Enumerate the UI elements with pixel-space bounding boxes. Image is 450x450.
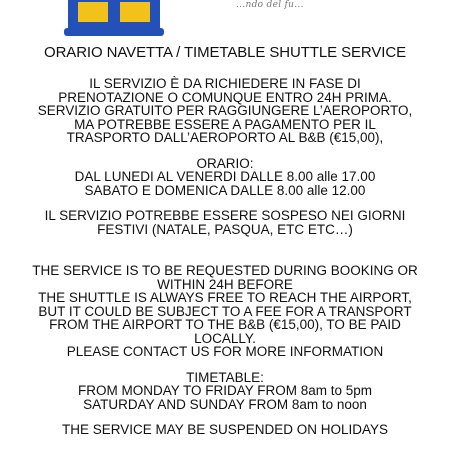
- text-line: SATURDAY AND SUNDAY FROM 8am to noon: [83, 396, 367, 412]
- text-line: THE SHUTTLE IS ALWAYS FREE TO REACH THE AIRPORT,: [38, 290, 412, 305]
- text-line: SERVIZIO GRATUITO PER RAGGIUNGERE L’AEROPORTO,: [37, 103, 413, 118]
- italian-suspension-note: [0, 209, 450, 236]
- header: [0, 0, 450, 46]
- shuttle-van-icon: [64, 0, 164, 42]
- text-line: THE SERVICE IS TO BE REQUESTED DURING BOOKING OR: [32, 263, 418, 278]
- text-line: WITHIN 24H BEFORE: [157, 276, 293, 292]
- timetable-content: [0, 44, 450, 437]
- text-line: BUT IT COULD BE SUBJECT TO A FEE FOR A TRANSPORT: [38, 303, 412, 319]
- italian-hours: [0, 157, 450, 198]
- text-line: IL SERVIZIO POTREBBE ESSERE SOSPESO NEI GIORNI: [44, 208, 406, 223]
- text-line: FROM MONDAY TO FRIDAY FROM 8am to 5pm: [77, 383, 373, 398]
- text-line: TIMETABLE:: [186, 369, 264, 385]
- text-line: ORARIO:: [196, 155, 254, 171]
- english-service-info: [0, 264, 450, 359]
- text-line: PLEASE CONTACT US FOR MORE INFORMATION: [66, 344, 384, 359]
- text-line: LOCALLY.: [194, 330, 256, 346]
- logo-script-text: ...ndo del fu...: [236, 0, 304, 10]
- text-line: DAL LUNEDI AL VENERDI DALLE 8.00 alle 17.00: [74, 169, 376, 184]
- italian-service-info: [0, 77, 450, 145]
- text-line: SABATO E DOMENICA DALLE 8.00 alle 12.00: [84, 182, 366, 198]
- text-line: IL SERVIZIO È DA RICHIEDERE IN FASE DI: [89, 76, 361, 91]
- text-line: PRENOTAZIONE O COMUNQUE ENTRO 24H PRIMA.: [58, 89, 392, 105]
- text-line: FROM THE AIRPORT TO THE B&B (€15,00), TO BE PAID: [49, 317, 401, 332]
- english-hours: [0, 371, 450, 412]
- page-title: ORARIO NAVETTA / TIMETABLE SHUTTLE SERVICE: [44, 44, 406, 61]
- text-line: MA POTREBBE ESSERE A PAGAMENTO PER IL: [74, 116, 376, 132]
- text-line: THE SERVICE MAY BE SUSPENDED ON HOLIDAYS: [61, 422, 389, 437]
- text-line: TRASPORTO DALL’AEROPORTO AL B&B (€15,00),: [66, 130, 384, 145]
- text-line: FESTIVI (NATALE, PASQUA, ETC ETC…): [97, 221, 353, 237]
- english-suspension-note: [0, 423, 450, 437]
